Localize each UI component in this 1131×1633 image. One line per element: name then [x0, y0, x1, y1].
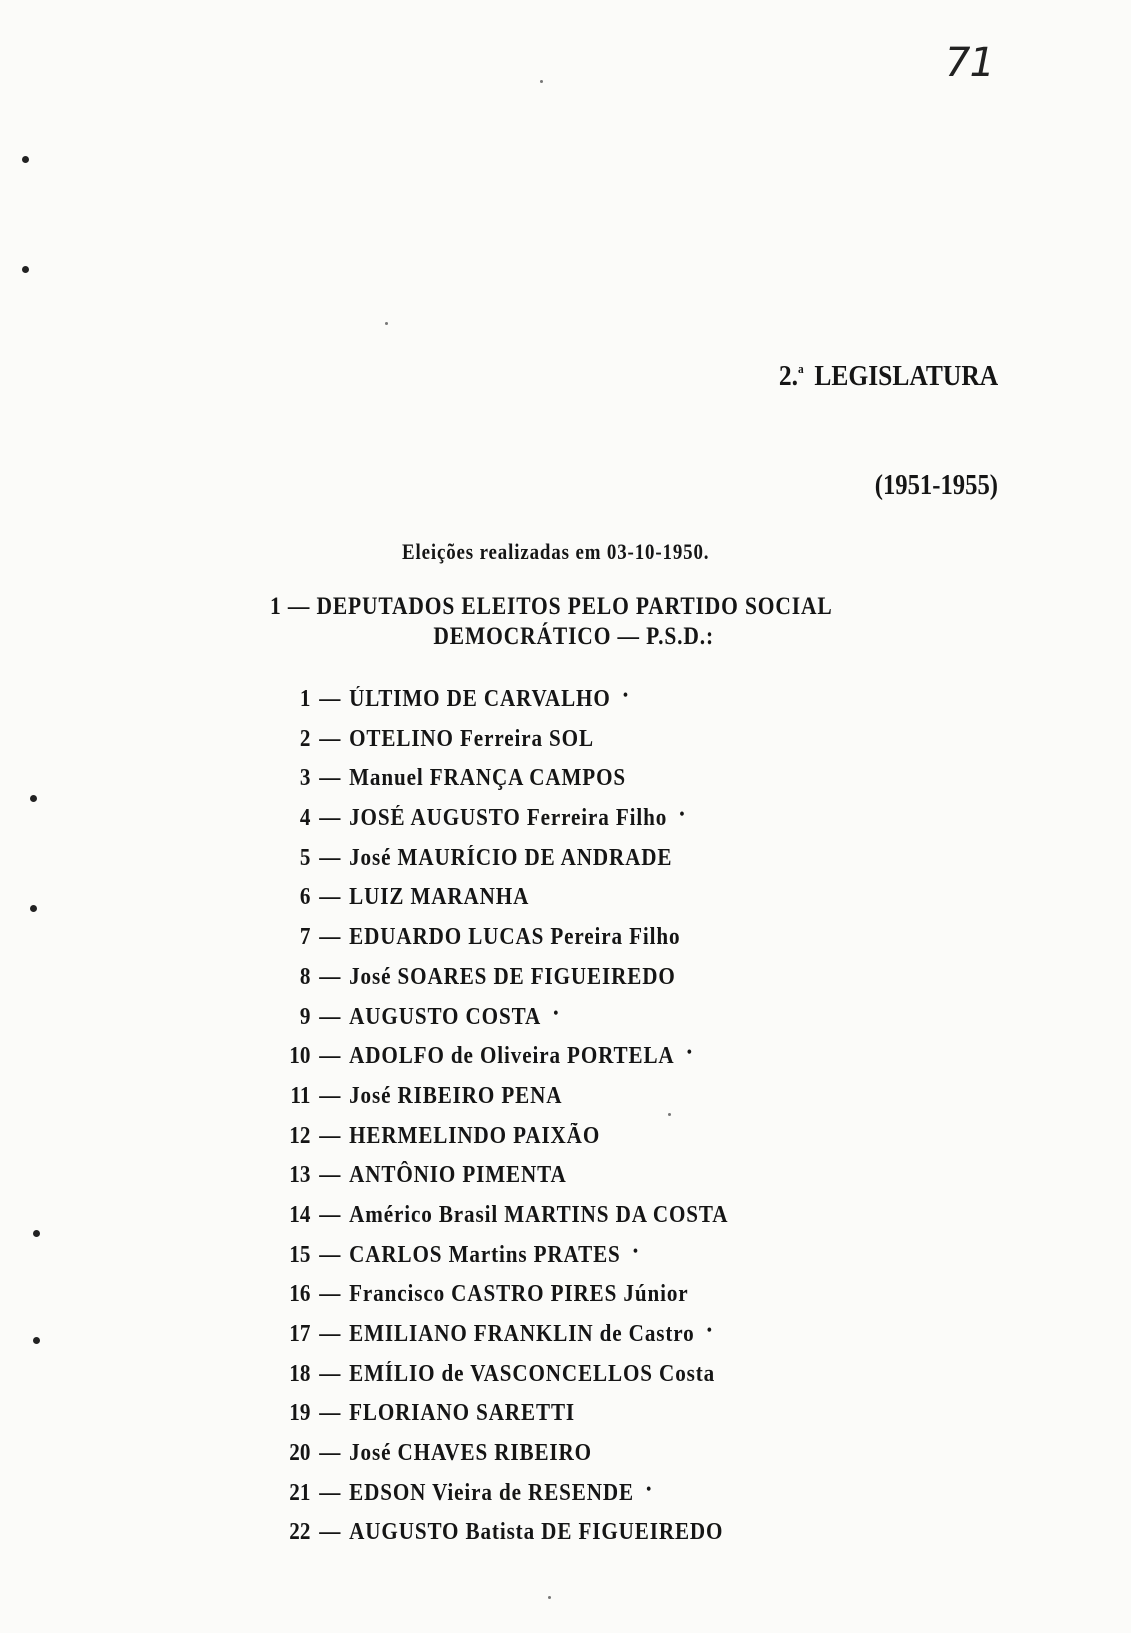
deputy-row	[284, 924, 830, 964]
deputy-number: 8	[299, 963, 311, 990]
deputy-number: 6	[299, 884, 311, 911]
deputy-dash: —	[319, 1321, 341, 1347]
scan-mark	[22, 266, 29, 273]
party-section-dash: —	[287, 593, 311, 620]
deputy-row	[284, 1123, 830, 1163]
deputy-name: José RIBEIRO PENA	[349, 1082, 563, 1109]
deputy-mark: •	[632, 1242, 638, 1260]
deputy-dash: —	[319, 884, 341, 911]
deputy-dash: —	[319, 1003, 341, 1030]
deputy-name: OTELINO Ferreira SOL	[349, 725, 594, 752]
deputy-row	[284, 1083, 830, 1123]
deputy-row	[284, 1281, 830, 1321]
deputy-number: 21	[289, 1479, 311, 1506]
deputy-row	[284, 1440, 830, 1480]
deputy-number: 19	[289, 1400, 311, 1427]
deputy-row	[284, 1480, 830, 1520]
deputy-name: EMÍLIO de VASCONCELLOS Costa	[349, 1360, 716, 1387]
deputy-number: 9	[299, 1003, 311, 1030]
deputy-name: HERMELINDO PAIXÃO	[349, 1122, 601, 1149]
deputy-dash: —	[319, 765, 341, 792]
scan-mark	[22, 156, 29, 163]
scan-mark	[548, 1596, 551, 1599]
deputy-number: 7	[299, 924, 311, 951]
deputy-dash: —	[319, 1281, 341, 1308]
deputy-mark: •	[686, 1044, 692, 1062]
deputy-dash: —	[319, 1241, 341, 1268]
party-title-line-2: DEMOCRÁTICO — P.S.D.:	[433, 623, 715, 650]
deputy-row	[284, 1400, 830, 1440]
deputy-number: 13	[289, 1162, 311, 1189]
legislature-period: (1951-1955)	[874, 469, 998, 501]
deputy-row	[284, 1202, 830, 1242]
deputy-dash: —	[319, 1360, 341, 1387]
deputy-name: Américo Brasil MARTINS DA COSTA	[349, 1201, 729, 1228]
deputy-name: CARLOS Martins PRATES	[349, 1241, 621, 1268]
deputy-number: 10	[289, 1043, 311, 1070]
deputy-dash: —	[319, 1043, 341, 1070]
deputy-dash: —	[319, 1201, 341, 1228]
deputy-dash: —	[319, 1519, 341, 1546]
scan-mark	[668, 1113, 671, 1116]
deputy-number: 2	[299, 725, 311, 752]
deputy-name: José SOARES DE FIGUEIREDO	[349, 963, 676, 990]
deputy-row	[284, 845, 830, 885]
deputy-dash: —	[319, 686, 341, 712]
deputy-dash: —	[319, 924, 341, 951]
deputy-row	[284, 726, 830, 766]
deputy-name: José CHAVES RIBEIRO	[349, 1440, 592, 1467]
deputy-dash: —	[319, 1440, 341, 1467]
scan-mark	[30, 795, 37, 802]
deputy-number: 3	[299, 765, 311, 792]
deputy-number: 16	[289, 1281, 311, 1308]
deputy-number: 5	[299, 844, 311, 871]
scan-mark	[33, 1230, 40, 1237]
deputy-number: 14	[289, 1201, 311, 1228]
deputy-number: 1	[299, 686, 311, 712]
deputy-name: Francisco CASTRO PIRES Júnior	[349, 1281, 689, 1308]
deputy-mark: •	[679, 806, 685, 824]
deputy-mark: •	[646, 1480, 652, 1498]
scan-mark	[385, 322, 388, 325]
deputy-number: 15	[289, 1241, 311, 1268]
deputy-name: FLORIANO SARETTI	[349, 1400, 576, 1427]
deputy-row	[284, 1321, 830, 1361]
deputy-row	[284, 805, 830, 845]
deputies-list	[284, 686, 904, 1559]
deputy-row	[284, 1162, 830, 1202]
deputy-number: 18	[289, 1360, 311, 1387]
party-title-line-1: DEPUTADOS ELEITOS PELO PARTIDO SOCIAL	[316, 593, 833, 620]
deputy-number: 20	[289, 1440, 311, 1467]
deputy-dash: —	[319, 1162, 341, 1189]
deputy-mark: •	[622, 687, 628, 704]
deputy-mark: •	[706, 1322, 712, 1339]
deputy-number: 11	[290, 1082, 311, 1109]
deputy-name: AUGUSTO Batista DE FIGUEIREDO	[349, 1519, 724, 1546]
ordinal-suffix: a	[797, 361, 804, 376]
party-section-number: 1	[270, 593, 282, 620]
deputy-row	[284, 1519, 830, 1559]
deputy-dash: —	[319, 1400, 341, 1427]
deputy-dash: —	[319, 844, 341, 871]
deputy-name: EDUARDO LUCAS Pereira Filho	[349, 924, 681, 951]
deputy-mark: •	[553, 1004, 559, 1022]
deputy-row	[284, 686, 830, 726]
scan-mark	[540, 80, 543, 83]
deputy-row	[284, 884, 830, 924]
deputy-row	[284, 1361, 830, 1401]
deputy-name: José MAURÍCIO DE ANDRADE	[349, 844, 673, 871]
deputy-name: AUGUSTO COSTA	[349, 1003, 542, 1030]
deputy-row	[284, 964, 830, 1004]
deputy-dash: —	[319, 963, 341, 990]
deputy-dash: —	[319, 1122, 341, 1149]
deputy-dash: —	[319, 1479, 341, 1506]
deputy-row	[284, 1043, 830, 1083]
deputy-dash: —	[319, 1082, 341, 1109]
page-number: 71	[945, 40, 994, 86]
deputy-name: EMILIANO FRANKLIN de Castro	[349, 1321, 695, 1347]
elections-date-line: Eleições realizadas em 03-10-1950.	[402, 539, 710, 564]
legislature-heading	[779, 360, 998, 393]
deputy-row	[284, 1004, 830, 1044]
deputy-number: 17	[289, 1321, 311, 1347]
deputy-name: LUIZ MARANHA	[349, 884, 530, 911]
deputy-dash: —	[319, 725, 341, 752]
party-section-title	[270, 592, 833, 652]
legislature-title: LEGISLATURA	[814, 360, 998, 392]
deputy-row	[284, 1242, 830, 1282]
legislature-ordinal: 2.	[778, 360, 798, 392]
deputy-number: 4	[299, 805, 311, 832]
deputy-row	[284, 765, 830, 805]
deputy-name: Manuel FRANÇA CAMPOS	[349, 765, 627, 792]
deputy-name: JOSÉ AUGUSTO Ferreira Filho	[349, 805, 668, 832]
deputy-number: 12	[289, 1122, 311, 1149]
deputy-name: ANTÔNIO PIMENTA	[349, 1162, 567, 1189]
deputy-number: 22	[289, 1519, 311, 1546]
scan-mark	[30, 905, 37, 912]
scan-mark	[33, 1337, 40, 1344]
deputy-dash: —	[319, 805, 341, 832]
deputy-name: ADOLFO de Oliveira PORTELA	[349, 1043, 675, 1070]
deputy-name: EDSON Vieira de RESENDE	[349, 1479, 634, 1506]
deputy-name: ÚLTIMO DE CARVALHO	[349, 686, 611, 712]
